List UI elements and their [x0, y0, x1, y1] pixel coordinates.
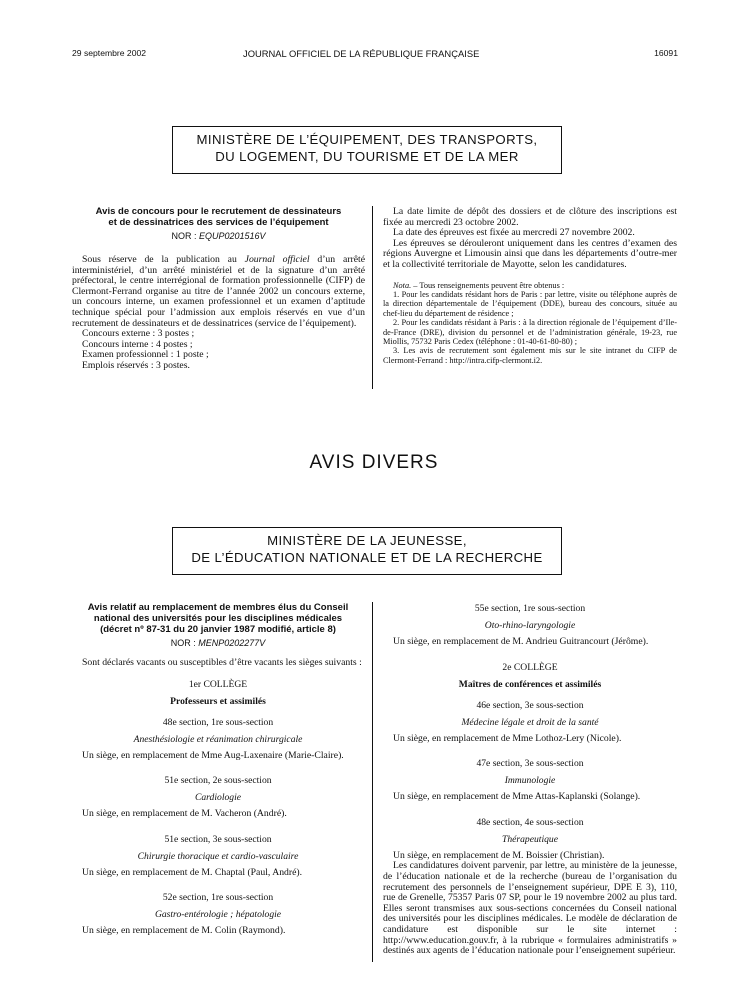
discipline-heading: Immunologie: [504, 775, 556, 787]
section-heading: 55e section, 1re sous-section: [474, 603, 586, 614]
header-date: 29 septembre 2002: [72, 48, 147, 58]
seat-vacancy: Un siège, en remplacement de M. Andrieu Guitrancourt (Jérôme).: [393, 636, 649, 647]
nota-item-2: 2. Pour les candidats résidant à Paris : à la direction régionale de l’équipement d’Ile-de-France (DRE), division du personnel et de l’administration générale, 19-23, rue Miollis, 75732 Paris Cedex (téléphone : 01-40-61-80-80) ;: [383, 318, 677, 346]
header-journal-title: JOURNAL OFFICIEL DE LA RÉPUBLIQUE FRANÇAISE: [243, 48, 480, 59]
seat-vacancy: Un siège, en remplacement de Mme Aug-Laxenaire (Marie-Claire).: [82, 749, 344, 761]
deadline-paragraph: La date limite de dépôt des dossiers et de clôture des inscriptions est fixée au mercredi 23 octobre 2002.: [383, 206, 677, 228]
seat-vacancy: Un siège, en remplacement de M. Chaptal (Paul, André).: [82, 866, 303, 878]
posts-list: [72, 329, 365, 371]
nor-reference: NOR : EQUP0201516V: [171, 231, 266, 241]
section-heading: 51e section, 3e sous-section: [164, 833, 272, 845]
group-heading: Maîtres de conférences et assimilés: [458, 678, 602, 690]
section-heading: 48e section, 1re sous-section: [162, 716, 274, 728]
notice-cnu-left: [72, 602, 364, 937]
ministry-line-1: MINISTÈRE DE LA JEUNESSE,: [267, 533, 467, 548]
discipline-heading: Cardiologie: [194, 792, 241, 804]
discipline-heading: Oto-rhino-laryngologie: [484, 620, 576, 631]
notice-title-line-3: (décret nº 87-31 du 20 janvier 1987 modifié, article 8): [100, 624, 336, 635]
notice-title-line-1: Avis de concours pour le recrutement de dessinateurs: [95, 206, 342, 217]
ministry-line-1: MINISTÈRE DE L’ÉQUIPEMENT, DES TRANSPORTS,: [196, 132, 538, 147]
discipline-heading: Gastro-entérologie ; hépatologie: [154, 909, 282, 921]
post-item: Concours externe : 3 postes ;: [82, 328, 195, 340]
section-heading: 48e section, 4e sous-section: [476, 816, 584, 828]
seat-vacancy: Un siège, en remplacement de Mme Attas-Kaplanski (Solange).: [393, 791, 641, 803]
section-heading: 51e section, 2e sous-section: [164, 775, 272, 787]
exam-centers-paragraph: Les épreuves se dérouleront uniquement dans les centres d’examen des régions Auvergne et Limousin ainsi que dans les départements d’outre-mer et la collectivité territoriale de Mayotte, selon les candidatures.: [383, 237, 677, 270]
ministry-box-jeunesse: [172, 527, 562, 575]
notice-title-line-2: et de dessinatrices des services de l’équipement: [108, 217, 329, 228]
header-page-number: 16091: [654, 48, 678, 58]
post-item: Concours interne : 4 postes ;: [82, 338, 193, 350]
exam-date-paragraph: La date des épreuves est fixée au mercredi 27 novembre 2002.: [393, 227, 635, 239]
notice-concours-right: [383, 207, 677, 365]
notice-intro-paragraph: Sont déclarés vacants ou susceptibles d’être vacants les sièges suivants :: [82, 657, 362, 668]
nota-item-3: 3. Les avis de recrutement sont également mis sur le site intranet du CIFP de Clermont-Ferrand : http://intra.cifp-clermont.i2.: [383, 346, 677, 365]
seat-vacancy: Un siège, en remplacement de M. Vacheron (André).: [82, 808, 287, 820]
group-heading: Professeurs et assimilés: [170, 695, 266, 707]
college-heading: 2e COLLÈGE: [502, 661, 558, 673]
column-divider: [372, 206, 373, 389]
seat-vacancy: Un siège, en remplacement de M. Colin (Raymond).: [82, 925, 286, 937]
notice-intro-paragraph: Sous réserve de la publication au Journal officiel d’un arrêté interministériel, d’un arrêté ministériel et de la signature d’un arrêté préfectoral, le centre interrégional de formation professionnelle (CIFP) de Clermont-Ferrand organise au titre de l’année 2002 un concours externe, un concours interne, un examen professionnel et un examen d’aptitude technique spécial pour l’admission aux emplois réservés en vue d’un recrutement de dessinateurs et de dessinatrices (service de l’équipement).: [72, 254, 365, 329]
post-item: Examen professionnel : 1 poste ;: [82, 349, 209, 361]
discipline-heading: Médecine légale et droit de la santé: [461, 716, 599, 728]
column-divider: [372, 602, 373, 962]
notice-concours-left: [72, 206, 365, 372]
section-heading: 47e section, 3e sous-section: [476, 758, 584, 770]
discipline-heading: Chirurgie thoracique et cardio-vasculaire: [137, 850, 299, 862]
discipline-heading: Thérapeutique: [502, 833, 558, 845]
seat-vacancy: Un siège, en remplacement de M. Boissier (Christian).: [393, 849, 605, 861]
section-heading: 46e section, 3e sous-section: [476, 699, 584, 711]
nota-item-1: 1. Pour les candidats résidant hors de Paris : par lettre, visite ou téléphone auprès de la direction départementale de l’équipement (DDE), bureau des concours, située au chef-lieu du département de résidence ;: [383, 289, 677, 318]
ministry-line-2: DU LOGEMENT, DU TOURISME ET DE LA MER: [215, 149, 519, 164]
nota-paragraph: Nota. – Tous renseignements peuvent être obtenus :: [393, 280, 565, 290]
notice-title-line-2: national des universités pour les disciplines médicales: [93, 613, 343, 624]
section-title: AVIS DIVERS: [309, 452, 439, 473]
section-heading: 52e section, 1re sous-section: [162, 892, 274, 904]
discipline-heading: Anesthésiologie et réanimation chirurgicale: [133, 733, 303, 745]
ministry-line-2: DE L’ÉDUCATION NATIONALE ET DE LA RECHERCHE: [191, 550, 543, 565]
post-item: Emplois réservés : 3 postes.: [82, 359, 190, 371]
nor-reference: NOR : MENP0202277V: [170, 638, 266, 648]
notice-title-line-1: Avis relatif au remplacement de membres élus du Conseil: [87, 602, 349, 613]
college-heading: 1er COLLÈGE: [188, 678, 248, 690]
notice-cnu-right: [383, 603, 677, 957]
ministry-box-equipement: [172, 126, 562, 174]
closing-paragraph: Les candidatures doivent parvenir, par lettre, au ministère de la jeunesse, de l’éducation nationale et de la recherche (bureau de l’organisation du recrutement des personnels de l’enseignement supérieur, DPE E 3), 110, rue de Grenelle, 75357 Paris 07 SP, pour le 19 novembre 2002 au plus tard. Elles seront transmises aux sous-sections concernées du Conseil national des universités pour les disciplines médicales. Le modèle de déclaration de candidature est disponible sur le site internet : http://www.education.gouv.fr, à la rubrique « formulaires administratifs » destinés aux agents de l’éducation nationale pour l’enseignement supérieur.: [383, 860, 677, 957]
seat-vacancy: Un siège, en remplacement de Mme Lothoz-Lery (Nicole).: [393, 732, 622, 744]
